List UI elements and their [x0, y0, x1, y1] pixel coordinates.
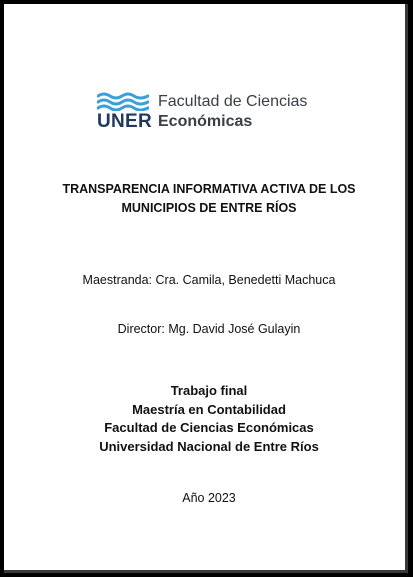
director-line: Director: Mg. David José Gulayin: [117, 322, 301, 336]
university-name: Universidad Nacional de Entre Ríos: [99, 438, 319, 454]
document-page: [4, 4, 408, 573]
logo-faculty-line1: Facultad de Ciencias: [158, 93, 308, 110]
faculty-name: Facultad de Ciencias Económicas: [104, 420, 314, 435]
uner-logo: [97, 90, 327, 136]
program-name: Maestría en Contabilidad: [132, 401, 286, 417]
waves-icon: [97, 91, 149, 111]
title-line1: TRANSPARENCIA INFORMATIVA ACTIVA DE LOS: [62, 182, 356, 196]
work-type: Trabajo final: [170, 383, 248, 398]
document-title: [34, 180, 384, 218]
student-line: Maestranda: Cra. Camila, Benedetti Machuca: [82, 273, 336, 287]
title-line2: MUNICIPIOS DE ENTRE RÍOS: [121, 201, 297, 215]
work-info-block: [24, 382, 394, 456]
logo-acronym: UNER: [97, 111, 153, 132]
logo-faculty-line2: Económicas: [158, 113, 253, 130]
year-line: Año 2023: [182, 491, 236, 505]
